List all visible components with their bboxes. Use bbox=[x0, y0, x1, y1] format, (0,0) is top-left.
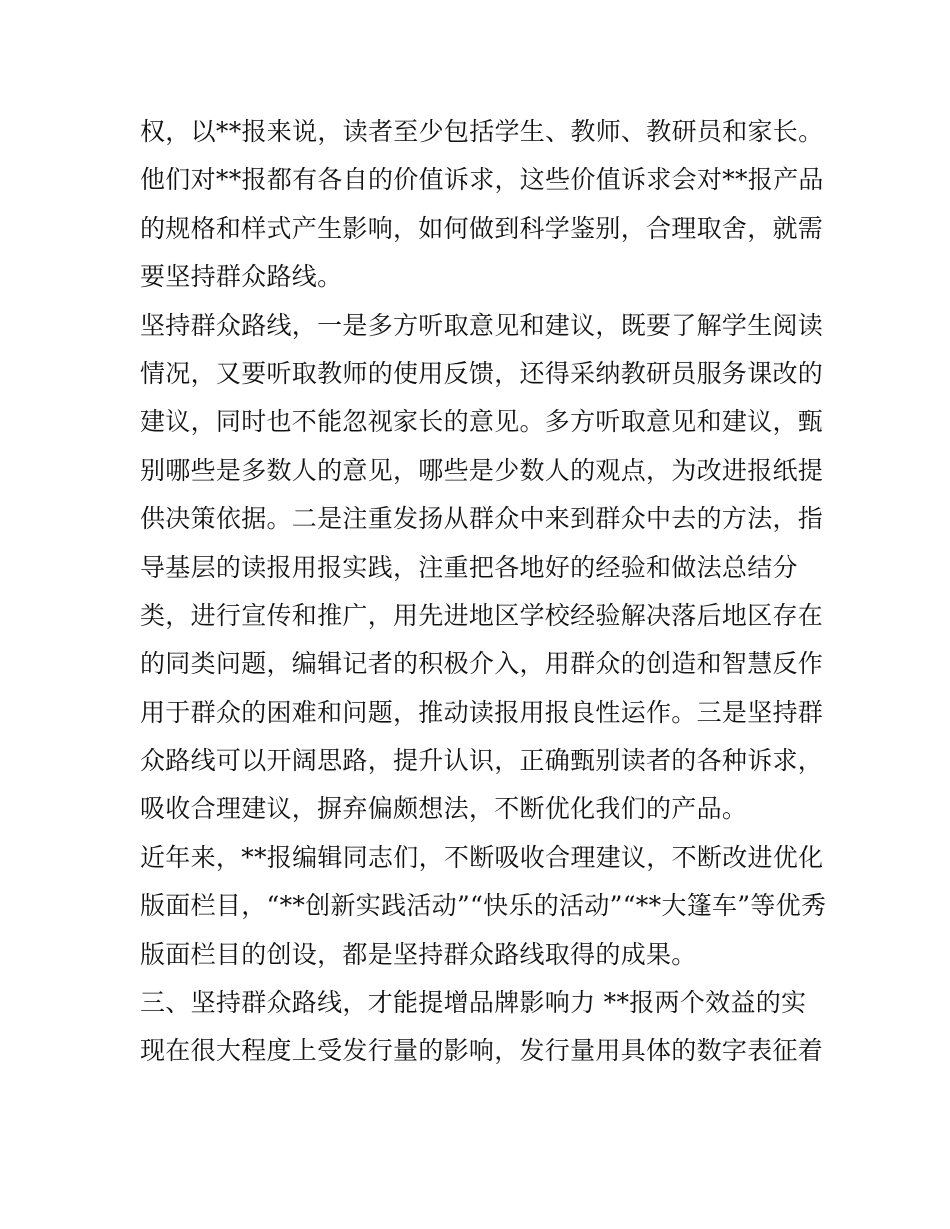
text-line: 权，以**报来说，读者至少包括学生、教师、教研员和家长。 bbox=[140, 117, 824, 146]
body-text bbox=[140, 108, 827, 1076]
text-line: 版面栏目，“**创新实践活动”“快乐的活动”“**大篷车”等优秀 bbox=[140, 891, 827, 921]
text-line: 的同类问题，编辑记者的积极介入，用群众的创造和智慧反作 bbox=[140, 649, 824, 679]
text-line: 的规格和样式产生影响，如何做到科学鉴别，合理取舍，就需 bbox=[140, 213, 824, 243]
text-line: 吸收合理建议，摒弃偏颇想法，不断优化我们的产品。 bbox=[140, 794, 748, 824]
text-line: 近年来，**报编辑同志们，不断吸收合理建议，不断改进优化 bbox=[140, 842, 824, 872]
text-line: 他们对**报都有各自的价值诉求，这些价值诉求会对**报产品 bbox=[140, 165, 824, 195]
text-line: 类，进行宣传和推广，用先进地区学校经验解决落后地区存在 bbox=[140, 600, 824, 630]
text-line: 别哪些是多数人的意见，哪些是少数人的观点，为改进报纸提 bbox=[140, 455, 824, 485]
text-line: 情况，又要听取教师的使用反馈，还得采纳教研员服务课改的 bbox=[140, 358, 824, 388]
text-line: 现在很大程度上受发行量的影响，发行量用具体的数字表征着 bbox=[140, 1036, 824, 1066]
text-line: 版面栏目的创设，都是坚持群众路线取得的成果。 bbox=[140, 939, 697, 969]
text-line: 要坚持群众路线。 bbox=[140, 262, 343, 292]
text-line: 建议，同时也不能忽视家长的意见。多方听取意见和建议，甄 bbox=[140, 407, 824, 437]
text-line: 坚持群众路线，一是多方听取意见和建议，既要了解学生阅读 bbox=[140, 310, 824, 340]
text-line: 三、坚持群众路线，才能提增品牌影响力 **报两个效益的实 bbox=[140, 988, 807, 1018]
text-line: 导基层的读报用报实践，注重把各地好的经验和做法总结分 bbox=[140, 552, 798, 582]
text-line: 众路线可以开阔思路，提升认识，正确甄别读者的各种诉求， bbox=[140, 746, 824, 776]
text-line: 用于群众的困难和问题，推动读报用报良性运作。三是坚持群 bbox=[140, 697, 824, 727]
text-line: 供决策依据。二是注重发扬从群众中来到群众中去的方法，指 bbox=[140, 504, 824, 534]
